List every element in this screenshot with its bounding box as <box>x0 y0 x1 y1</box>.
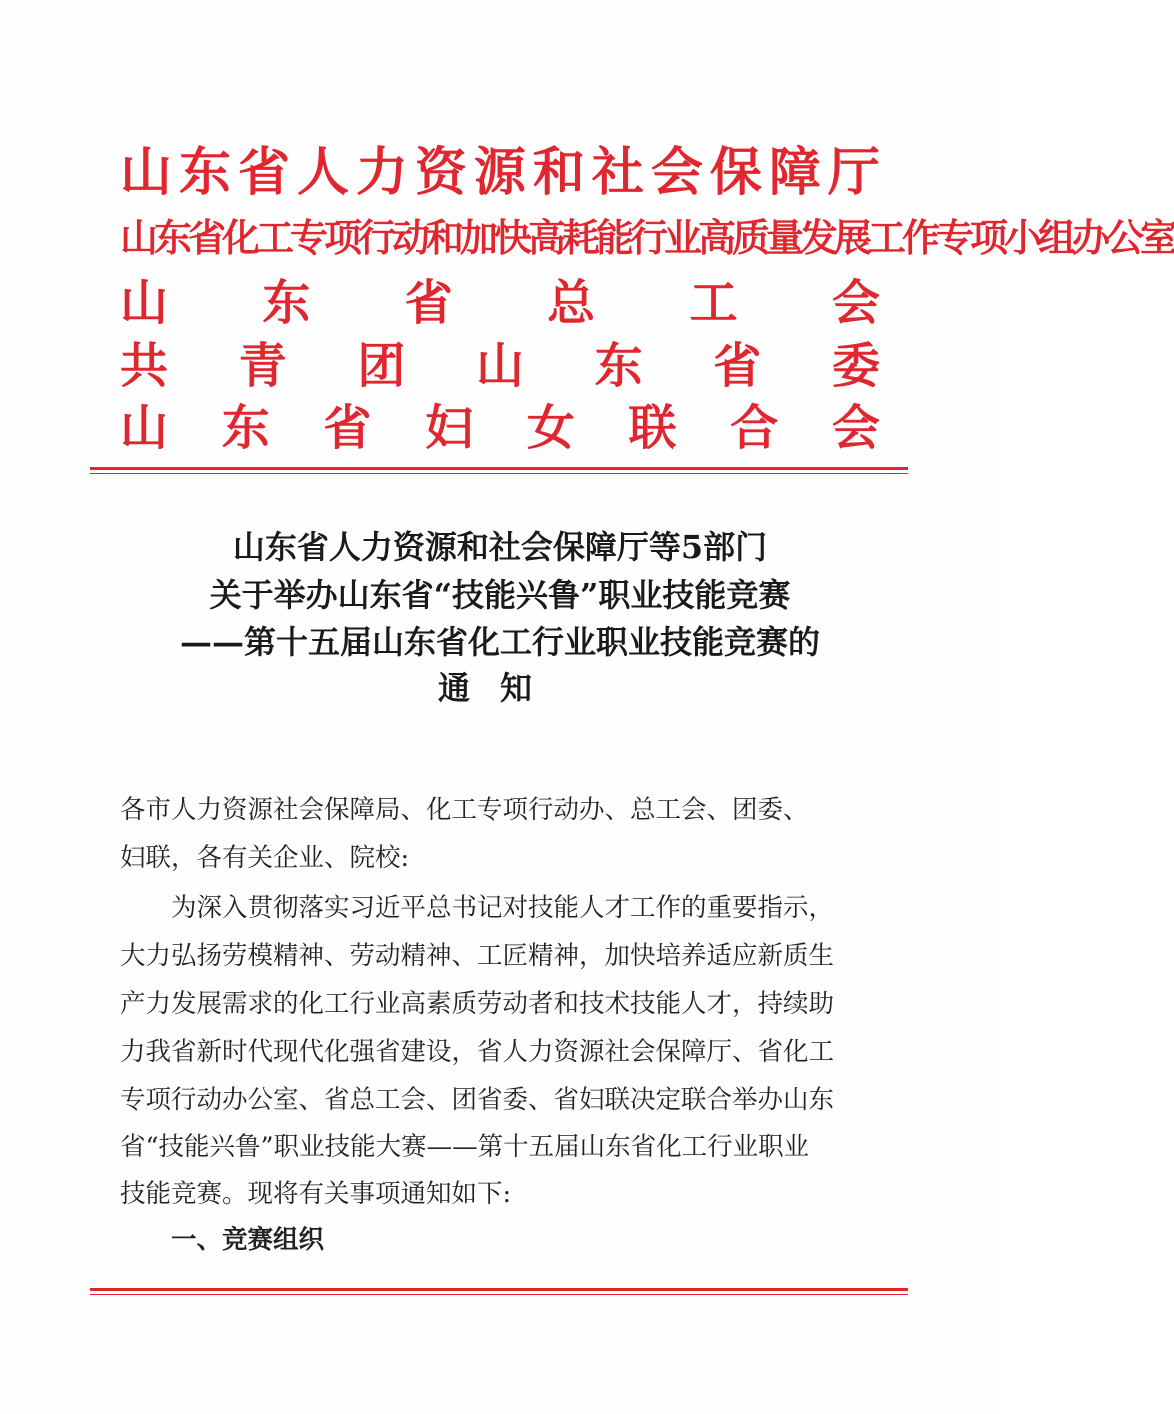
header-char: 资 <box>414 142 467 203</box>
paragraph-line-1: 为深入贯彻落实习近平总书记对技能人才工作的重要指示， <box>120 893 835 923</box>
paragraph-line-4: 力我省新时代现代化强省建设，省人力资源社会保障厅、省化工 <box>120 1037 835 1067</box>
header-char: 和 <box>532 142 585 203</box>
recipients-line-2: 妇联，各有关企业、院校: <box>120 843 410 873</box>
header-char: 障 <box>768 142 821 203</box>
paragraph-line-7: 技能竞赛。现将有关事项通知如下: <box>120 1179 512 1209</box>
header-char: 东 <box>262 275 311 331</box>
paragraph-line-6: 省“技能兴鲁”职业技能大赛——第十五届山东省化工行业职业 <box>120 1132 810 1162</box>
header-char: 合 <box>730 400 779 456</box>
header-char: 东 <box>178 142 231 203</box>
header-char: 山 <box>475 338 524 394</box>
header-char: 厅 <box>827 142 880 203</box>
header-char: 山 <box>120 275 169 331</box>
document-title-line-3: ——第十五届山东省化工行业职业技能竞赛的 <box>179 623 820 661</box>
header-char: 人 <box>296 142 349 203</box>
header-divider-thin <box>90 473 908 474</box>
header-char: 青 <box>238 338 287 394</box>
header-char: 东 <box>594 338 643 394</box>
header-char: 山 <box>120 142 173 203</box>
issuer-federation-of-trade-unions <box>120 275 880 331</box>
issuer-youth-league <box>120 338 880 394</box>
header-char: 女 <box>526 400 575 456</box>
paragraph-line-5: 专项行动办公室、省总工会、团省委、省妇联决定联合举办山东 <box>120 1085 835 1115</box>
header-char: 源 <box>473 142 526 203</box>
header-char: 委 <box>831 338 880 394</box>
header-char: 联 <box>628 400 677 456</box>
issuer-hrss <box>120 143 880 203</box>
header-char: 山 <box>120 400 169 456</box>
header-divider-thick <box>90 467 908 470</box>
issuer-chemical-office: 山东省化工专项行动和加快高耗能行业高质量发展工作专项小组办公室 <box>120 215 1174 260</box>
paragraph-line-2: 大力弘扬劳模精神、劳动精神、工匠精神，加快培养适应新质生 <box>120 941 835 971</box>
header-char: 保 <box>709 142 762 203</box>
document-title-line-4: 通知 <box>437 669 562 707</box>
header-char: 省 <box>404 275 453 331</box>
document-title-line-2: 关于举办山东省“技能兴鲁”职业技能竞赛 <box>209 576 791 614</box>
header-char: 省 <box>323 400 372 456</box>
header-char: 妇 <box>425 400 474 456</box>
header-char: 工 <box>689 275 738 331</box>
document-title-line-1: 山东省人力资源和社会保障厅等5部门 <box>232 528 768 566</box>
header-char: 会 <box>650 142 703 203</box>
header-char: 省 <box>713 338 762 394</box>
header-char: 共 <box>120 338 169 394</box>
header-char: 力 <box>355 142 408 203</box>
header-char: 会 <box>831 400 880 456</box>
header-char: 社 <box>591 142 644 203</box>
header-char: 总 <box>547 275 596 331</box>
header-char: 会 <box>831 275 880 331</box>
section-heading-competition-organization: 一、竞赛组织 <box>120 1225 325 1255</box>
footer-divider-thick <box>90 1288 908 1291</box>
paragraph-line-3: 产力发展需求的化工行业高素质劳动者和技术技能人才，持续助 <box>120 989 835 1019</box>
footer-divider-thin <box>90 1294 908 1295</box>
header-char: 省 <box>237 142 290 203</box>
header-char: 东 <box>221 400 270 456</box>
issuer-womens-federation <box>120 400 880 456</box>
header-char: 团 <box>357 338 406 394</box>
recipients-line-1: 各市人力资源社会保障局、化工专项行动办、总工会、团委、 <box>120 795 809 825</box>
